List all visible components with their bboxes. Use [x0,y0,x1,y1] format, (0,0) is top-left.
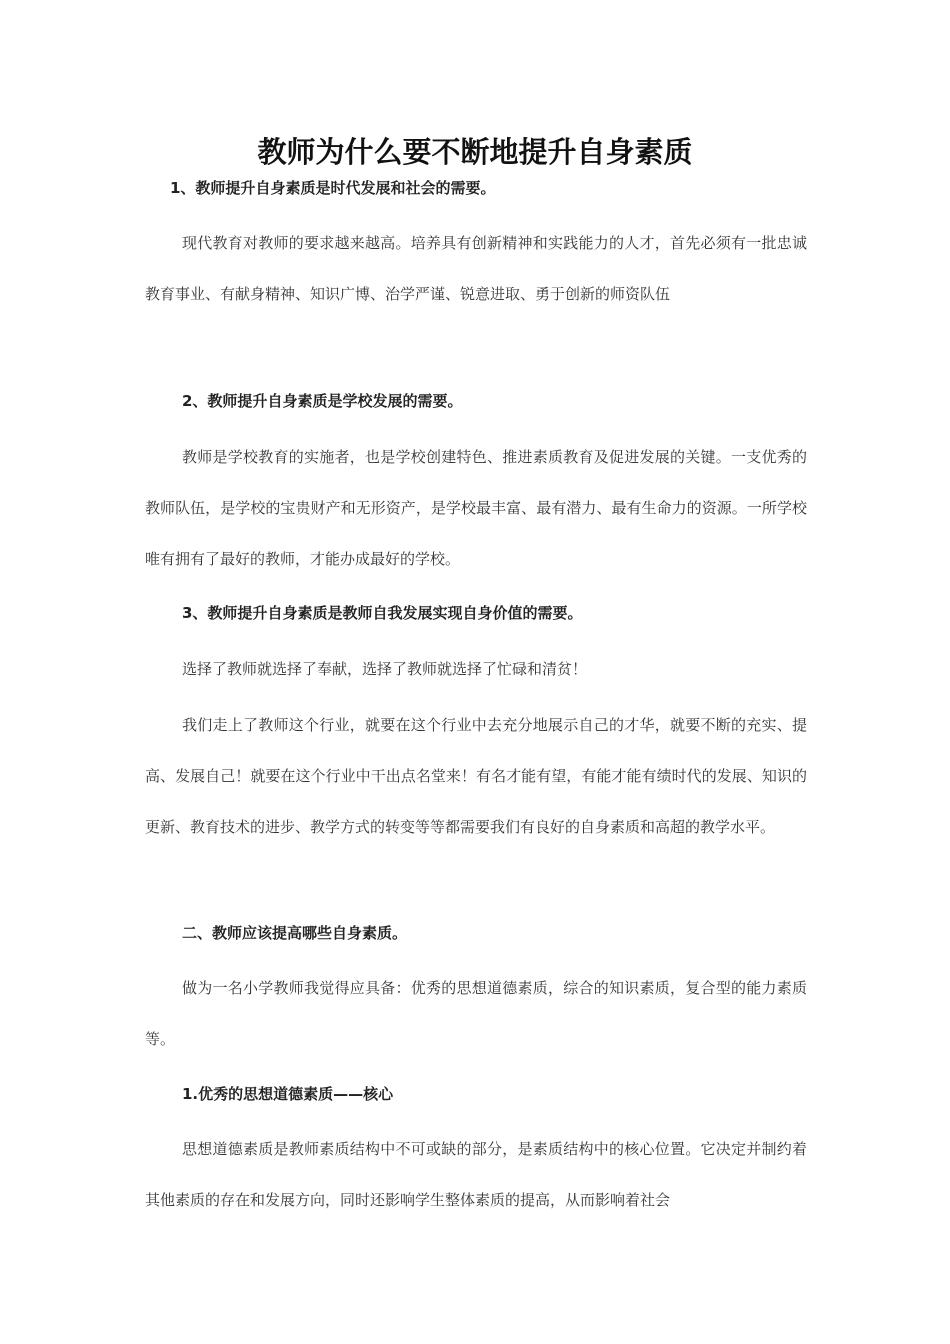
paragraph-dedication: 选择了教师就选择了奉献，选择了教师就选择了忙碌和清贫！ [182,660,588,678]
paragraph-teacher-implementer: 教师是学校教育的实施者，也是学校创建特色、推进素质教育及促进发展的关键。一支优秀的教师队伍，是学校的宝贵财产和无形资产，是学校最丰富、最有潜力、最有生命力的资源。一所学校唯有拥有了最好的教师，才能办成最好的学校。 [145,448,807,568]
paragraph-career-growth: 我们走上了教师这个行业，就要在这个行业中去充分地展示自己的才华，就要不断的充实、提高、发展自己！就要在这个行业中干出点名堂来！有名才能有望，有能才能有绩时代的发展、知识的更新、教育技术的进步、教学方式的转变等等都需要我们有良好的自身素质和高超的教学水平。 [145,716,807,836]
section-heading-school-need: 2、教师提升自身素质是学校发展的需要。 [182,392,463,410]
paragraph-modern-education: 现代教育对教师的要求越来越高。培养具有创新精神和实践能力的人才，首先必须有一批忠诚教育事业、有献身精神、知识广博、治学严谨、锐意进取、勇于创新的师资队伍 [145,234,807,303]
paragraph-moral-core: 思想道德素质是教师素质结构中不可或缺的部分，是素质结构中的核心位置。它决定并制约着其他素质的存在和发展方向，同时还影响学生整体素质的提高，从而影响着社会 [145,1140,807,1209]
page-title: 教师为什么要不断地提升自身素质 [257,135,693,169]
section-heading-self-value: 3、教师提升自身素质是教师自我发展实现自身价值的需要。 [182,604,583,622]
section-heading-social-need: 1、教师提升自身素质是时代发展和社会的需要。 [170,179,496,197]
section-heading-which-qualities: 二、教师应该提高哪些自身素质。 [182,924,408,942]
section-heading-moral-quality: 1.优秀的思想道德素质——核心 [182,1085,394,1103]
paragraph-qualities-list: 做为一名小学教师我觉得应具备：优秀的思想道德素质，综合的知识素质，复合型的能力素质等。 [145,979,807,1048]
